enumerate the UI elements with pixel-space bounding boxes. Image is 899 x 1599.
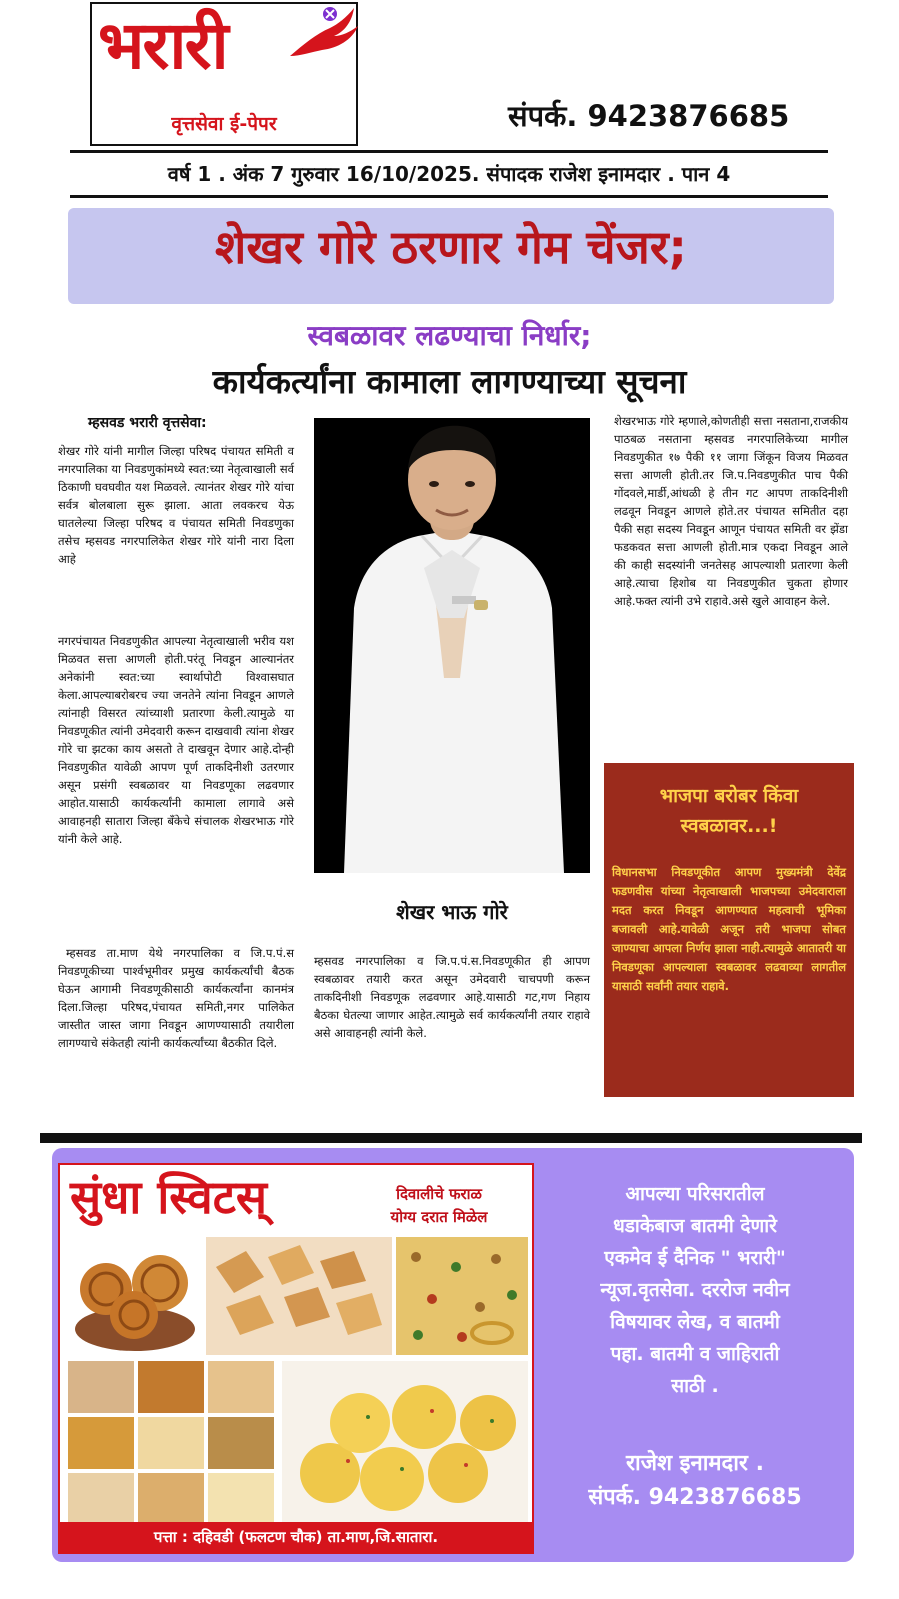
subheadline-secondary: कार्यकर्त्यांना कामाला लागण्याच्या सूचना xyxy=(212,362,687,401)
food-image-chakli xyxy=(68,1237,202,1355)
food-image-shankarpali xyxy=(206,1237,392,1355)
photo-caption: शेखर भाऊ गोरे xyxy=(396,900,508,924)
promo-line-3: एकमेव ई दैनिक " भरारी" xyxy=(604,1247,786,1269)
food-image-biscuits xyxy=(208,1361,274,1413)
food-image-sticks xyxy=(138,1473,204,1523)
food-image-small-ladoo xyxy=(138,1417,204,1469)
article-paragraph-right: शेखरभाऊ गोरे म्हणाले,कोणतीही सत्ता नसताना,राजकीय पाठबळ नसताना म्हसवड नगरपालिकेच्या मागील निवडणुकीत १७ पैकी ११ जागा जिंकून विजय मिळवत सत्ता आणली होती.तर जि.प.निवडणुकीत पाच पैकी गोंदवले,मार्डी,आंधळी हे तीन गट आपण ताकदिनीशी लढवून निवडून आणले होते.तर पंचायत समितीत दहा पैकी सहा सदस्य निवडून आणून पंचायत समिती वर झेंडा फडकवत सत्ता आणली होती.मात्र एकदा निवडून आले की काही सदस्यांनी जनतेसह आपल्याशी प्रतारणा केली आहे.त्याचा हिशोब या निवडणुकीत चुकता होणार आहे.फक्त त्यांनी उभे राहावे.असे खुले आवाहन केले. xyxy=(614,414,848,608)
promo-line-2: धडाकेबाज बातमी देणारे xyxy=(613,1215,777,1237)
promo-text xyxy=(548,1178,842,1402)
ad-tagline-line-2: योग्य दरात मिळेल xyxy=(390,1208,488,1226)
sidebar-box xyxy=(604,763,854,1097)
ad-tagline-line-1: दिवालीचे फराळ xyxy=(396,1185,482,1203)
ad-address: पत्ता : दहिवडी (फलटण चौक) ता.माण,जि.सातारा. xyxy=(60,1522,532,1552)
section-divider xyxy=(40,1133,862,1143)
promo-line-1: आपल्या परिसरातील xyxy=(625,1183,765,1205)
article-paragraph-middle: म्हसवड नगरपालिका व जि.प.पं.स.निवडणूकीत ही आपण स्वबळावर तयारी करत असून उमेदवारी चाचपणी करून ताकदिनीशी निवडणूक लढवणार आहे.यासाठी गट,गण निहाय बैठका घेतल्या जाणार आहेत.त्यामुळे सर्व कार्यकर्त्यांनी तयार राहावे असे आवाहनही त्यांनी केले. xyxy=(314,954,590,1040)
food-image-sev xyxy=(68,1417,134,1469)
food-image-chivda xyxy=(396,1237,528,1355)
headline: शेखर गोरे ठरणार गेम चेंजर; xyxy=(215,220,687,274)
promo-line-7: साठी . xyxy=(671,1375,719,1397)
top-rule xyxy=(70,150,828,153)
food-image-mini-chakli xyxy=(138,1361,204,1413)
food-image-barfi xyxy=(208,1473,274,1523)
sidebar-body: विधानसभा निवडणूकीत आपण मुख्यमंत्री देवेंद्र फडणवीस यांच्या नेतृत्वाखाली भाजपच्या उमेदवाराला मदत करत निवडून आणण्यात महत्वाची भूमिका बजावली आहे.यावेळी अजून तरी भाजपा सोबत जाण्याचा आपला निर्णय झाला नाही.त्यामुळे आतातरी या निवडणूका आपल्याला स्वबळावर लढवाव्या लागतील यासाठी सर्वांनी तयार राहावे. xyxy=(612,865,846,993)
ad-tagline xyxy=(354,1183,524,1229)
promo-contact-block xyxy=(548,1447,842,1515)
article-paragraph-3: म्हसवड ता.माण येथे नगरपालिका व जि.प.पं.स निवडणूकीच्या पार्श्वभूमीवर प्रमुख कार्यकर्त्यांची बैठक घेऊन आगामी निवडणूकीसाठी कार्यकर्त्यांना कानमंत्र दिला.जिल्हा परिषद,पंचायत समिती,नगर पालिकेत जास्तीत जास्त जागा निवडून आणण्यासाठी तयारीला लागण्याचे संकेतही त्यांनी कार्यकर्त्यांच्या बैठकीत दिले. xyxy=(58,946,294,1050)
portrait-photo xyxy=(314,418,590,873)
masthead-logo-text: भरारी xyxy=(98,6,227,84)
article-paragraph-1: शेखर गोरे यांनी मागील जिल्हा परिषद पंचायत समिती व नगरपालिका या निवडणुकांमध्ये स्वत:च्या नेतृत्वाखाली सर्व ठिकाणी घवघवीत यश मिळवले. त्यानंतर शेखर गोरे यांचा सर्वत्र बोलबाला सुरू झाला. आता लवकरच येऊ घातलेल्या जिल्हा परिषद व पंचायत समिती निवडणुका तसेच म्हसवड नगरपालिकेत शेखर गोरे यांनी नारा दिला आहे xyxy=(58,444,294,566)
food-image-ladoo xyxy=(282,1361,528,1523)
food-image-karanji xyxy=(68,1473,134,1523)
issue-rule xyxy=(70,195,828,198)
dateline: म्हसवड भरारी वृत्तसेवा: xyxy=(88,415,207,431)
article-paragraph-2: नगरपंचायत निवडणुकीत आपल्या नेतृत्वाखाली भरीव यश मिळवत सत्ता आणली होती.परंतू निवडून आल्यानंतर अनेकांनी स्वत:च्या स्वार्थापोटी विश्वासघात केला.आपल्याबरोबरच ज्या जनतेने त्यांना निवडून आणले त्यांनाही विसरत त्यांच्याशी प्रतारणा केली.त्यामुळे या निवडणूकीत त्यांनी उमेदवारी करून दाखवावी त्यांना शेखर गोरे चा झटका काय असतो ते दाखवून देणार आहे.दोन्ही निवडणुकीत यावेळी आपण पूर्ण ताकदिनीशी उतरणार असून प्रसंगी स्वबळावर या निवडणूका लढवणार आहोत.यासाठी कार्यकर्त्यांनी कामाला लागावे असे आवाहनही सातारा जिल्हा बँकेचे संचालक शेखरभाऊ गोरे यांनी केले आहे. xyxy=(58,634,294,846)
masthead-logo-box xyxy=(90,2,358,146)
promo-line-6: पहा. बातमी व जाहिराती xyxy=(610,1343,780,1365)
subheadline-primary: स्वबळावर लढण्याचा निर्धार; xyxy=(307,319,592,352)
bird-logo-icon xyxy=(282,4,362,74)
sidebar-title-line-2: स्वबळावर...! xyxy=(680,815,778,837)
ad-title: सुंधा स्विटस् xyxy=(70,1170,267,1224)
promo-contact-number: संपर्क. 9423876685 xyxy=(588,1485,802,1510)
food-image-peanuts xyxy=(68,1361,134,1413)
promo-line-4: न्यूज.वृतसेवा. दररोज नवीन xyxy=(600,1279,790,1301)
issue-line: वर्ष 1 . अंक 7 गुरुवार 16/10/2025. संपादक राजेश इनामदार . पान 4 xyxy=(167,162,731,186)
masthead-contact: संपर्क. 9423876685 xyxy=(508,99,790,133)
portrait-illustration xyxy=(314,418,590,873)
masthead-subtitle: वृत्तसेवा ई-पेपर xyxy=(171,113,277,135)
headline-box xyxy=(68,208,834,304)
promo-line-5: विषयावर लेख, व बातमी xyxy=(610,1311,780,1333)
promo-editor-name: राजेश इनामदार . xyxy=(626,1451,764,1476)
sweets-advertisement xyxy=(58,1163,534,1554)
food-image-mixture xyxy=(208,1417,274,1469)
sidebar-title-line-1: भाजपा बरोबर किंवा xyxy=(659,785,799,807)
